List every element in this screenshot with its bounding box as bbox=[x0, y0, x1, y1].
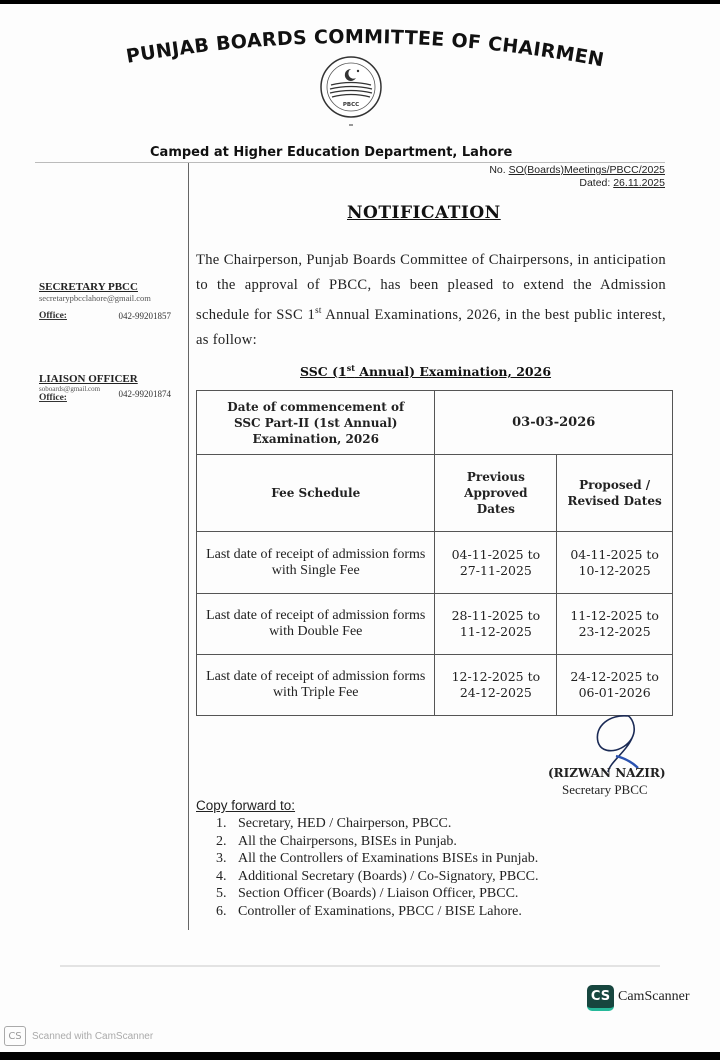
office-label: Office: bbox=[39, 311, 67, 321]
secretary-contact bbox=[39, 281, 171, 321]
liaison-title: LIAISON OFFICER bbox=[39, 373, 138, 385]
sidebar-divider bbox=[188, 163, 189, 930]
secretary-phone: 042-99201857 bbox=[118, 311, 171, 321]
row-previous-dates: 28-11-2025 to 11-12-2025 bbox=[435, 594, 557, 655]
commencement-row bbox=[197, 391, 673, 455]
copy-forward-heading: Copy forward to: bbox=[196, 798, 296, 813]
commencement-date: 03-03-2026 bbox=[435, 391, 673, 455]
camscanner-small-icon: CS bbox=[4, 1026, 26, 1046]
notification-heading: NOTIFICATION bbox=[347, 203, 501, 223]
svg-text:PUNJAB BOARDS COMMITTEE OF CHA: PUNJAB BOARDS COMMITTEE OF CHAIRMEN bbox=[124, 25, 606, 72]
row-revised-dates: 11-12-2025 to 23-12-2025 bbox=[557, 594, 673, 655]
copy-forward-list bbox=[216, 815, 538, 920]
page-bottom-edge bbox=[60, 965, 660, 967]
notification-body: The Chairperson, Punjab Boards Committee of Chairpersons, in anticipation to the approval of PBCC, has been pleased to extend the Admission schedule for SSC 1st Annual Examinations, 2026, in the best public interest, as follow: bbox=[196, 252, 666, 348]
row-revised-dates: 04-11-2025 to 10-12-2025 bbox=[557, 532, 673, 594]
list-item: 3. All the Controllers of Examinations BISEs in Punjab. bbox=[216, 851, 539, 866]
liaison-contact bbox=[39, 373, 171, 403]
location-line: Camped at Higher Education Department, Lahore bbox=[150, 145, 513, 160]
admission-schedule-table bbox=[196, 390, 673, 716]
header-revised-dates: Proposed / Revised Dates bbox=[557, 455, 673, 532]
reference-number: No. SO(Boards)Meetings/PBCC/2025 bbox=[489, 164, 665, 176]
row-previous-dates: 04-11-2025 to 27-11-2025 bbox=[435, 532, 557, 594]
row-description: Last date of receipt of admission forms with Single Fee bbox=[197, 532, 435, 594]
secretary-title: SECRETARY PBCC bbox=[39, 281, 138, 293]
table-row bbox=[197, 655, 673, 716]
list-item: 4. Additional Secretary (Boards) / Co-Signatory, PBCC. bbox=[216, 868, 539, 884]
reference-date: Dated: 26.11.2025 bbox=[579, 177, 665, 189]
header-previous-dates: Previous Approved Dates bbox=[435, 455, 557, 532]
pbcc-logo bbox=[318, 52, 384, 128]
table-row bbox=[197, 532, 673, 594]
office-label: Office: bbox=[39, 393, 67, 403]
camscanner-logo-icon: CS bbox=[587, 985, 614, 1011]
row-previous-dates: 12-12-2025 to 24-12-2025 bbox=[435, 655, 557, 716]
list-item: 2. All the Chairpersons, BISEs in Punjab. bbox=[216, 833, 457, 849]
header-fee-schedule: Fee Schedule bbox=[197, 455, 435, 532]
list-item: 5. Section Officer (Boards) / Liaison Officer, PBCC. bbox=[216, 886, 519, 901]
liaison-email: soboards@gmail.com bbox=[39, 385, 101, 393]
signatory-name: (RIZWAN NAZIR) bbox=[548, 766, 666, 780]
header-divider bbox=[35, 162, 665, 163]
svg-text:PBCC: PBCC bbox=[342, 102, 360, 108]
commencement-label: Date of commencement of SSC Part-II (1st Annual) Examination, 2026 bbox=[197, 391, 435, 455]
row-description: Last date of receipt of admission forms with Triple Fee bbox=[197, 655, 435, 716]
exam-title: SSC (1st Annual) Examination, 2026 bbox=[300, 363, 552, 380]
scanned-with-footer: Scanned with CamScanner bbox=[32, 1031, 154, 1042]
list-item: 1. Secretary, HED / Chairperson, PBCC. bbox=[216, 816, 452, 831]
header-row bbox=[197, 455, 673, 532]
signatory-designation: Secretary PBCC bbox=[562, 782, 648, 797]
table-row bbox=[197, 594, 673, 655]
row-description: Last date of receipt of admission forms with Double Fee bbox=[197, 594, 435, 655]
secretary-email: secretarypbcclahore@gmail.com bbox=[39, 293, 151, 303]
list-item: 6. Controller of Examinations, PBCC / BISE Lahore. bbox=[216, 903, 522, 919]
row-revised-dates: 24-12-2025 to 06-01-2026 bbox=[557, 655, 673, 716]
bottom-edge-bar bbox=[0, 1052, 720, 1060]
camscanner-brand: CamScanner bbox=[618, 989, 690, 1004]
liaison-phone: 042-99201874 bbox=[118, 389, 171, 399]
